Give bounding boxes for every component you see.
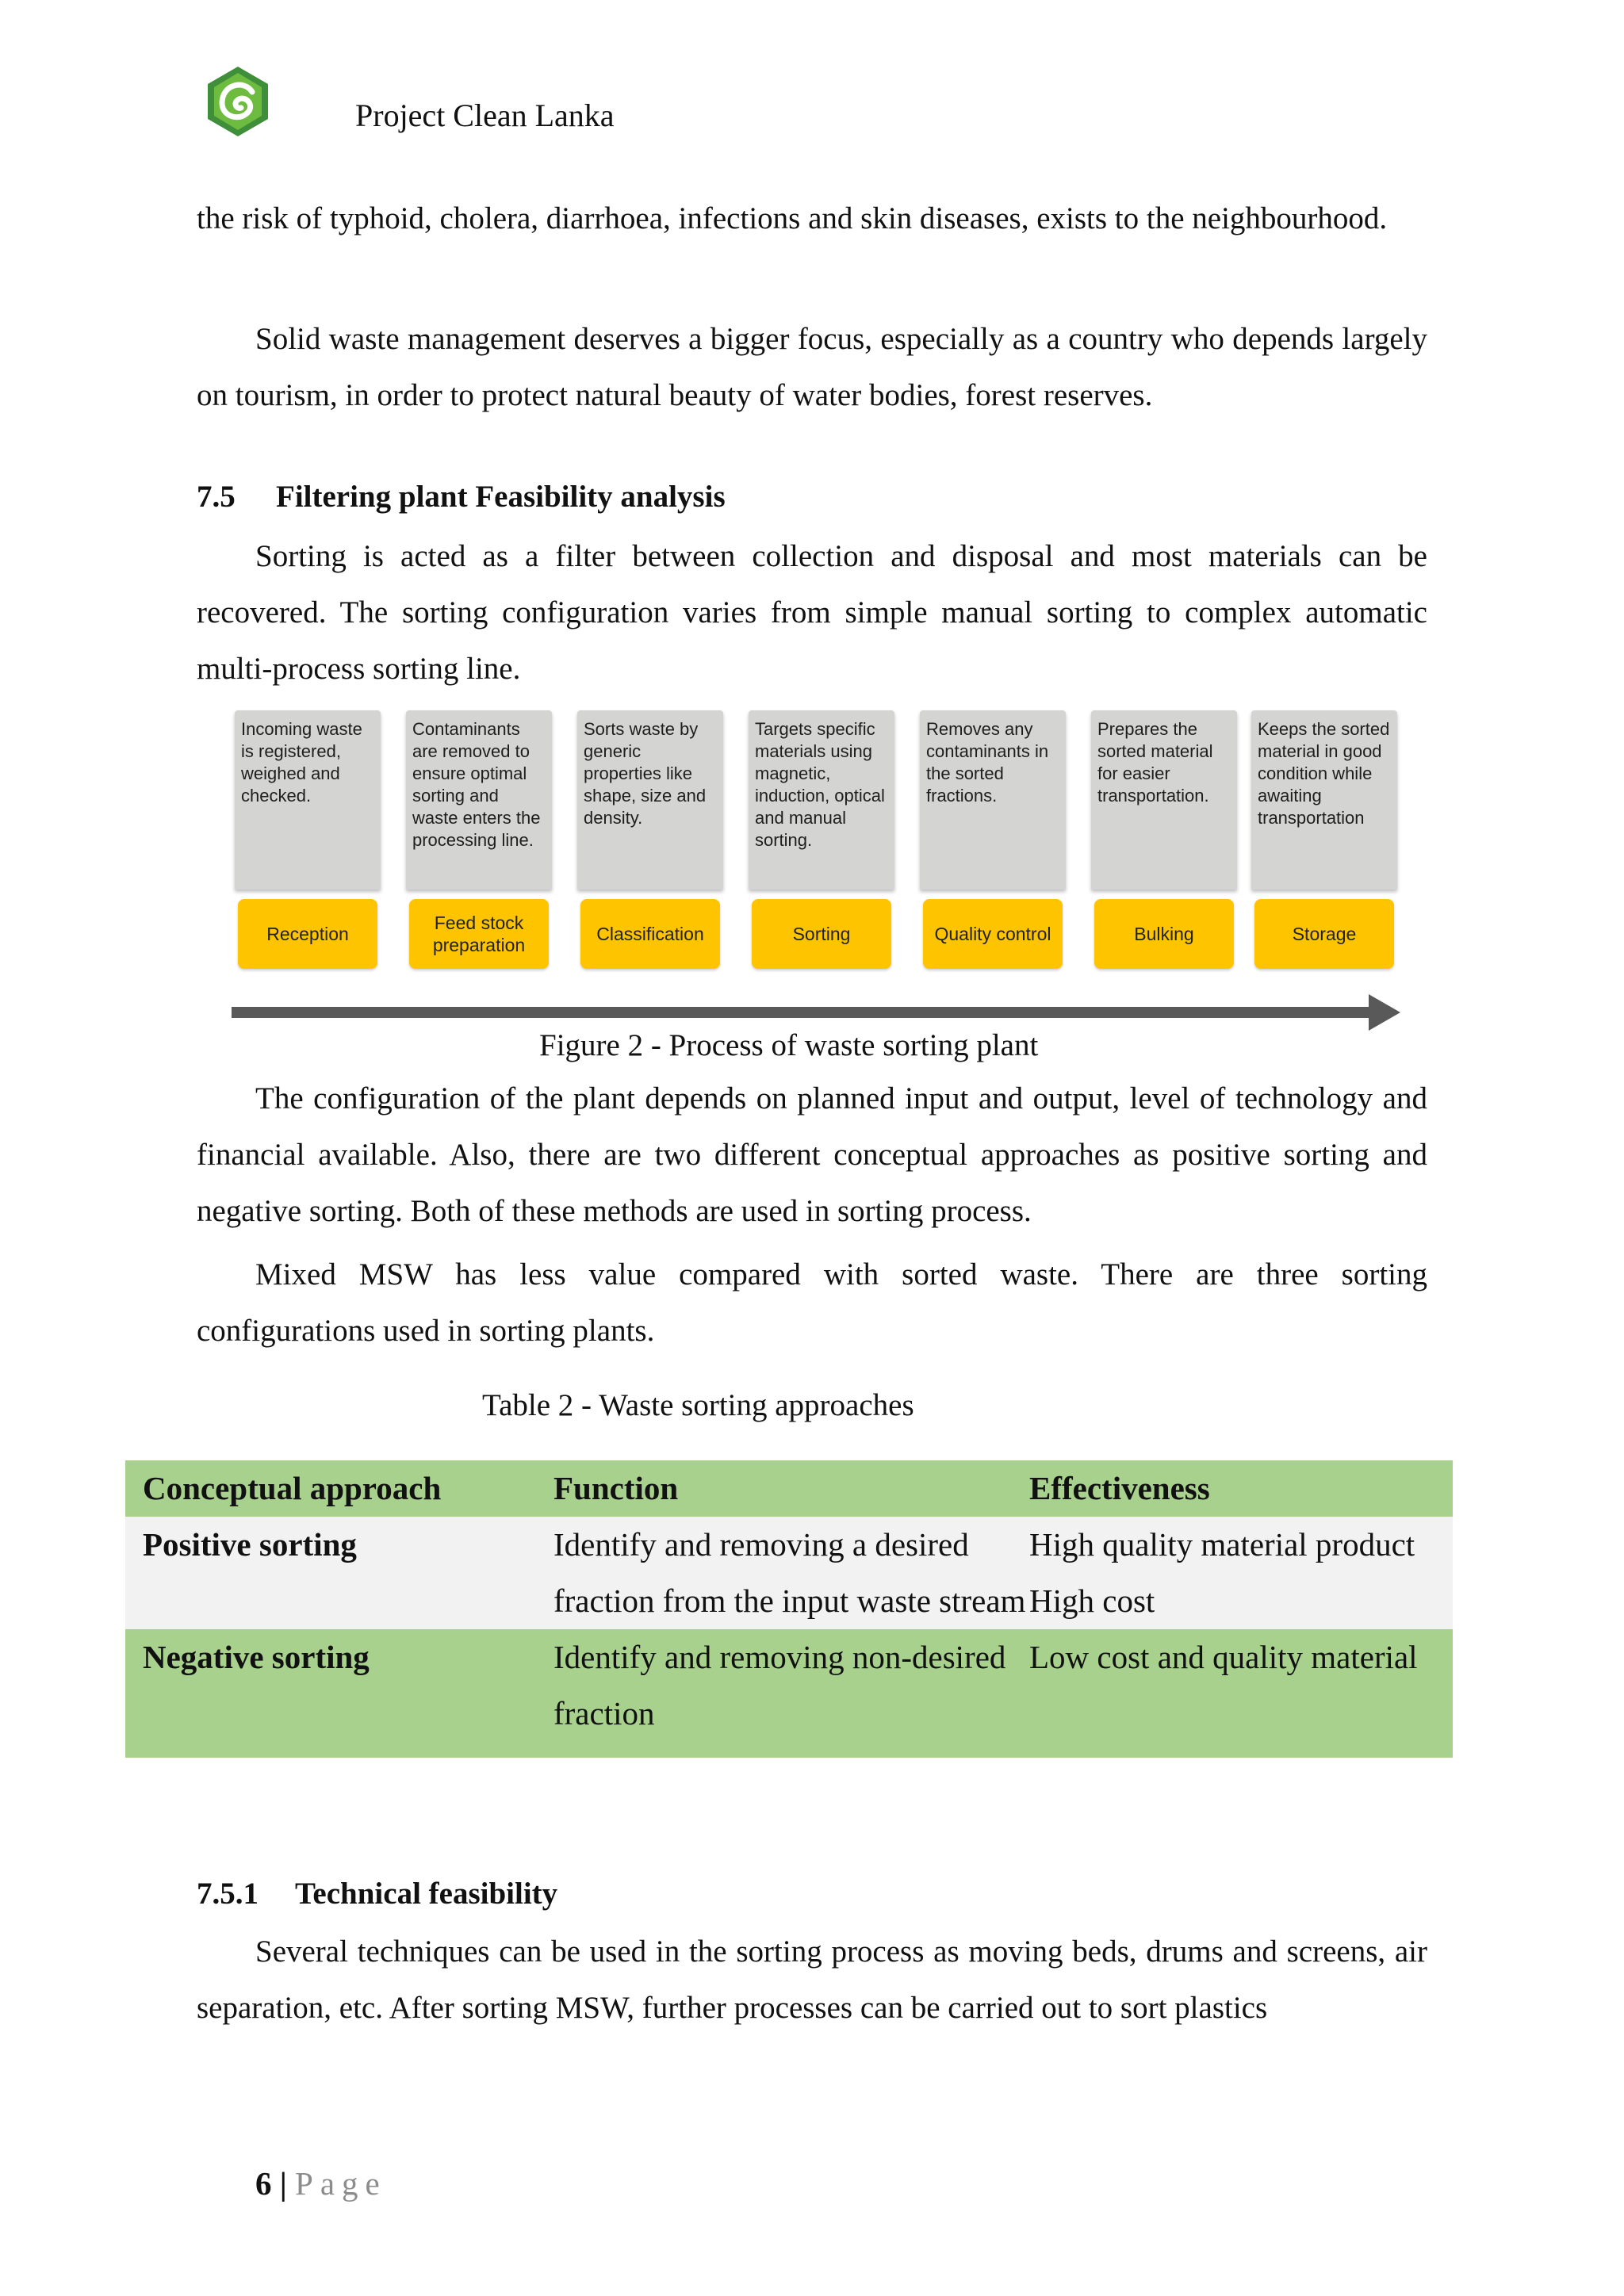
table-cell-approach: Positive sorting (143, 1526, 357, 1563)
step-description: Keeps the sorted material in good condition while awaiting transportation (1251, 710, 1397, 890)
process-step (749, 710, 894, 972)
column-header: Conceptual approach (143, 1470, 442, 1506)
step-label: Bulking (1094, 899, 1234, 969)
paragraph-mixed-msw: Mixed MSW has less value compared with sorted waste. There are three sorting configurations used in sorting plants. (197, 1257, 1427, 1348)
effectiveness-line: High quality material product (1029, 1526, 1415, 1563)
table-row (125, 1629, 1453, 1758)
process-step (920, 710, 1066, 972)
step-description: Incoming waste is registered, weighed and checked. (235, 710, 381, 890)
table-header-row (125, 1460, 1453, 1517)
effectiveness-line: Low cost and quality material (1029, 1639, 1418, 1675)
step-description: Targets specific materials using magnetic, induction, optical and manual sorting. (749, 710, 894, 890)
page-separator: | (279, 2165, 287, 2202)
table-cell-approach: Negative sorting (143, 1639, 370, 1675)
step-description: Prepares the sorted material for easier transportation. (1091, 710, 1237, 890)
process-arrow-icon (232, 994, 1400, 1031)
column-header: Effectiveness (1029, 1470, 1210, 1506)
process-step (577, 710, 723, 972)
process-diagram (232, 710, 1400, 1035)
waste-sorting-table (125, 1460, 1453, 1758)
effectiveness-line: High cost (1029, 1582, 1155, 1619)
page-footer (255, 2164, 387, 2202)
page-word: Page (295, 2165, 387, 2202)
step-label: Reception (238, 899, 377, 969)
paragraph-sorting-filter: Sorting is acted as a filter between collection and disposal and most materials can be recovered. The sorting configuration varies from simple manual sorting to complex automatic multi-process sorting line. (197, 539, 1427, 686)
column-header: Function (553, 1470, 679, 1506)
section-heading-7-5-1 (197, 1876, 557, 1911)
page-number: 6 (255, 2165, 272, 2202)
section-title: Technical feasibility (295, 1877, 558, 1911)
table-cell-effectiveness (1029, 1629, 1453, 1758)
logo-icon (205, 65, 271, 138)
step-label: Feed stock preparation (409, 899, 549, 969)
step-label: Sorting (752, 899, 891, 969)
step-description: Removes any contaminants in the sorted fractions. (920, 710, 1066, 890)
section-number: 7.5.1 (197, 1877, 259, 1911)
process-step (235, 710, 381, 972)
figure-caption: Figure 2 - Process of waste sorting plant (539, 1028, 1039, 1062)
table-row (125, 1517, 1453, 1629)
paragraph-configuration: The configuration of the plant depends on planned input and output, level of technology and financial available. Also, there are two different conceptual approaches as positive sorting and negative sorting. Both of these methods are used in sorting process. (197, 1081, 1427, 1228)
paragraph-techniques: Several techniques can be used in the sorting process as moving beds, drums and screens, air separation, etc. After sorting MSW, further processes can be carried out to sort plastics (197, 1934, 1427, 2025)
section-title: Filtering plant Feasibility analysis (276, 480, 726, 514)
step-label: Quality control (923, 899, 1063, 969)
table-caption: Table 2 - Waste sorting approaches (482, 1388, 914, 1422)
section-heading-7-5 (197, 479, 726, 515)
step-description: Sorts waste by generic properties like shape, size and density. (577, 710, 723, 890)
step-description: Contaminants are removed to ensure optimal sorting and waste enters the processing line. (406, 710, 552, 890)
table-cell-effectiveness (1029, 1517, 1453, 1629)
process-step (1251, 710, 1397, 972)
step-label: Classification (580, 899, 720, 969)
paragraph-continuation: the risk of typhoid, cholera, diarrhoea, infections and skin diseases, exists to the neighbourhood. (197, 201, 1388, 235)
process-step (1091, 710, 1237, 972)
table-cell-function: Identify and removing non-desired fraction (553, 1639, 1006, 1732)
table-cell-function: Identify and removing a desired fraction from the input waste stream (553, 1526, 1026, 1619)
header-title: Project Clean Lanka (355, 98, 615, 133)
step-label: Storage (1254, 899, 1394, 969)
section-number: 7.5 (197, 480, 236, 514)
process-step (406, 710, 552, 972)
paragraph-solid-waste: Solid waste management deserves a bigger focus, especially as a country who depends largely on tourism, in order to protect natural beauty of water bodies, forest reserves. (197, 322, 1427, 412)
